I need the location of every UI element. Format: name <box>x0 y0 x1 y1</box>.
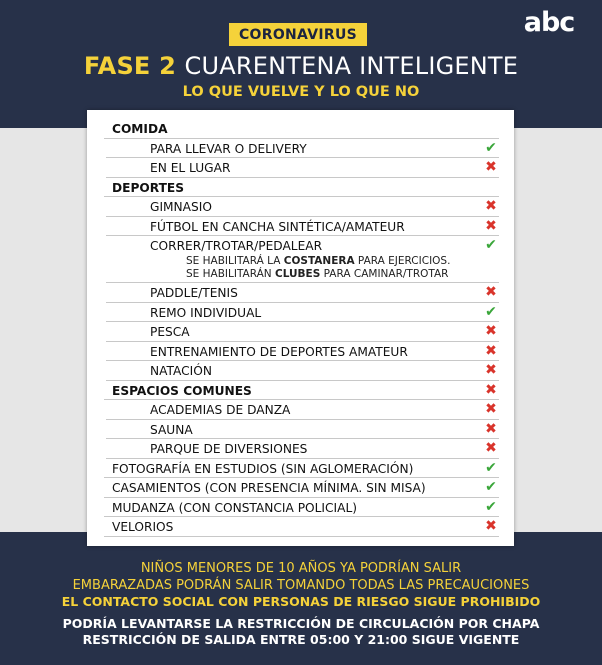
category-row <box>87 381 514 401</box>
item-label: CASAMIENTOS (CON PRESENCIA MÍNIMA. SIN MISA) <box>112 481 426 495</box>
list-item <box>87 459 514 479</box>
footer-line-5: RESTRICCIÓN DE SALIDA ENTRE 05:00 Y 21:00 SIGUE VIGENTE <box>82 632 520 647</box>
list-item <box>87 236 514 283</box>
item-label: EN EL LUGAR <box>150 161 231 175</box>
item-label: ENTRENAMIENTO DE DEPORTES AMATEUR <box>150 344 408 359</box>
title-text: CUARENTENA INTELIGENTE <box>184 52 519 80</box>
cross-icon: ✖ <box>485 284 497 300</box>
item-label: PARA LLEVAR O DELIVERY <box>150 141 307 156</box>
item-note <box>186 268 448 280</box>
measures-list <box>87 119 514 537</box>
cross-icon: ✖ <box>485 198 497 214</box>
footer-line-1: NIÑOS MENORES DE 10 AÑOS YA PODRÍAN SALIR <box>140 561 462 576</box>
list-item <box>87 139 514 159</box>
item-label: PADDLE/TENIS <box>150 286 238 300</box>
title-phase: FASE 2 <box>83 52 176 80</box>
page-title <box>0 52 602 80</box>
abc-logo-text: abc <box>523 6 575 38</box>
item-label: ACADEMIAS DE DANZA <box>150 403 291 417</box>
item-label: FÚTBOL EN CANCHA SINTÉTICA/AMATEUR <box>150 219 405 234</box>
note-part: SE HABILITARÁN <box>186 268 275 280</box>
abc-logo <box>512 6 586 38</box>
item-label: CORRER/TROTAR/PEDALEAR <box>150 239 323 253</box>
list-item <box>87 439 514 459</box>
list-item <box>87 342 514 362</box>
measures-card <box>87 110 514 546</box>
check-icon: ✔ <box>485 479 497 495</box>
item-label: REMO INDIVIDUAL <box>150 305 262 320</box>
item-label: DEPORTES <box>112 180 184 195</box>
coronavirus-badge: CORONAVIRUS <box>229 23 367 46</box>
list-item <box>87 217 514 237</box>
cross-icon: ✖ <box>485 440 497 456</box>
list-item <box>87 498 514 518</box>
check-icon: ✔ <box>485 303 497 320</box>
cross-icon: ✖ <box>485 420 497 437</box>
item-label: VELORIOS <box>112 520 174 534</box>
item-label: MUDANZA (CON CONSTANCIA POLICIAL) <box>112 500 358 515</box>
check-icon: ✔ <box>485 139 497 156</box>
check-icon: ✔ <box>485 498 497 515</box>
cross-icon: ✖ <box>485 323 497 339</box>
list-item <box>87 478 514 498</box>
page-subtitle: LO QUE VUELVE Y LO QUE NO <box>182 84 420 100</box>
cross-icon: ✖ <box>485 518 497 534</box>
note-part: PARA CAMINAR/TROTAR <box>320 268 449 280</box>
list-item <box>87 361 514 381</box>
cross-icon: ✖ <box>485 159 497 175</box>
footer-line-4: PODRÍA LEVANTARSE LA RESTRICCIÓN DE CIRCULACIÓN POR CHAPA <box>62 616 540 631</box>
item-label: FOTOGRAFÍA EN ESTUDIOS (SIN AGLOMERACIÓN) <box>112 461 414 476</box>
item-label: COMIDA <box>112 122 168 136</box>
cross-icon: ✖ <box>485 217 497 234</box>
list-item <box>87 283 514 303</box>
list-item <box>87 400 514 420</box>
note-part: COSTANERA <box>283 255 355 267</box>
item-note <box>186 255 450 267</box>
list-item <box>87 303 514 323</box>
list-item <box>87 158 514 178</box>
cross-icon: ✖ <box>485 342 497 359</box>
item-label: NATACIÓN <box>150 364 212 378</box>
list-item <box>87 197 514 217</box>
item-label: ESPACIOS COMUNES <box>112 383 252 398</box>
list-item <box>87 420 514 440</box>
row-divider <box>104 536 499 537</box>
footer-line-3: EL CONTACTO SOCIAL CON PERSONAS DE RIESGO SIGUE PROHIBIDO <box>61 594 541 609</box>
item-label: PESCA <box>150 325 190 339</box>
list-item <box>87 322 514 342</box>
category-row <box>87 119 514 139</box>
check-icon: ✔ <box>485 237 497 253</box>
footer-line-2: EMBARAZADAS PODRÁN SALIR TOMANDO TODAS LAS PRECAUCIONES <box>72 578 530 593</box>
note-part: CLUBES <box>275 268 321 280</box>
cross-icon: ✖ <box>485 401 497 417</box>
note-part: PARA EJERCICIOS. <box>354 255 451 267</box>
item-label: SAUNA <box>150 422 193 437</box>
cross-icon: ✖ <box>485 381 497 398</box>
item-label: PARQUE DE DIVERSIONES <box>150 442 308 456</box>
item-label: GIMNASIO <box>150 200 212 214</box>
check-icon: ✔ <box>485 459 497 476</box>
note-part: SE HABILITARÁ LA <box>186 255 284 267</box>
cross-icon: ✖ <box>485 362 497 378</box>
list-item <box>87 517 514 537</box>
category-row <box>87 178 514 198</box>
